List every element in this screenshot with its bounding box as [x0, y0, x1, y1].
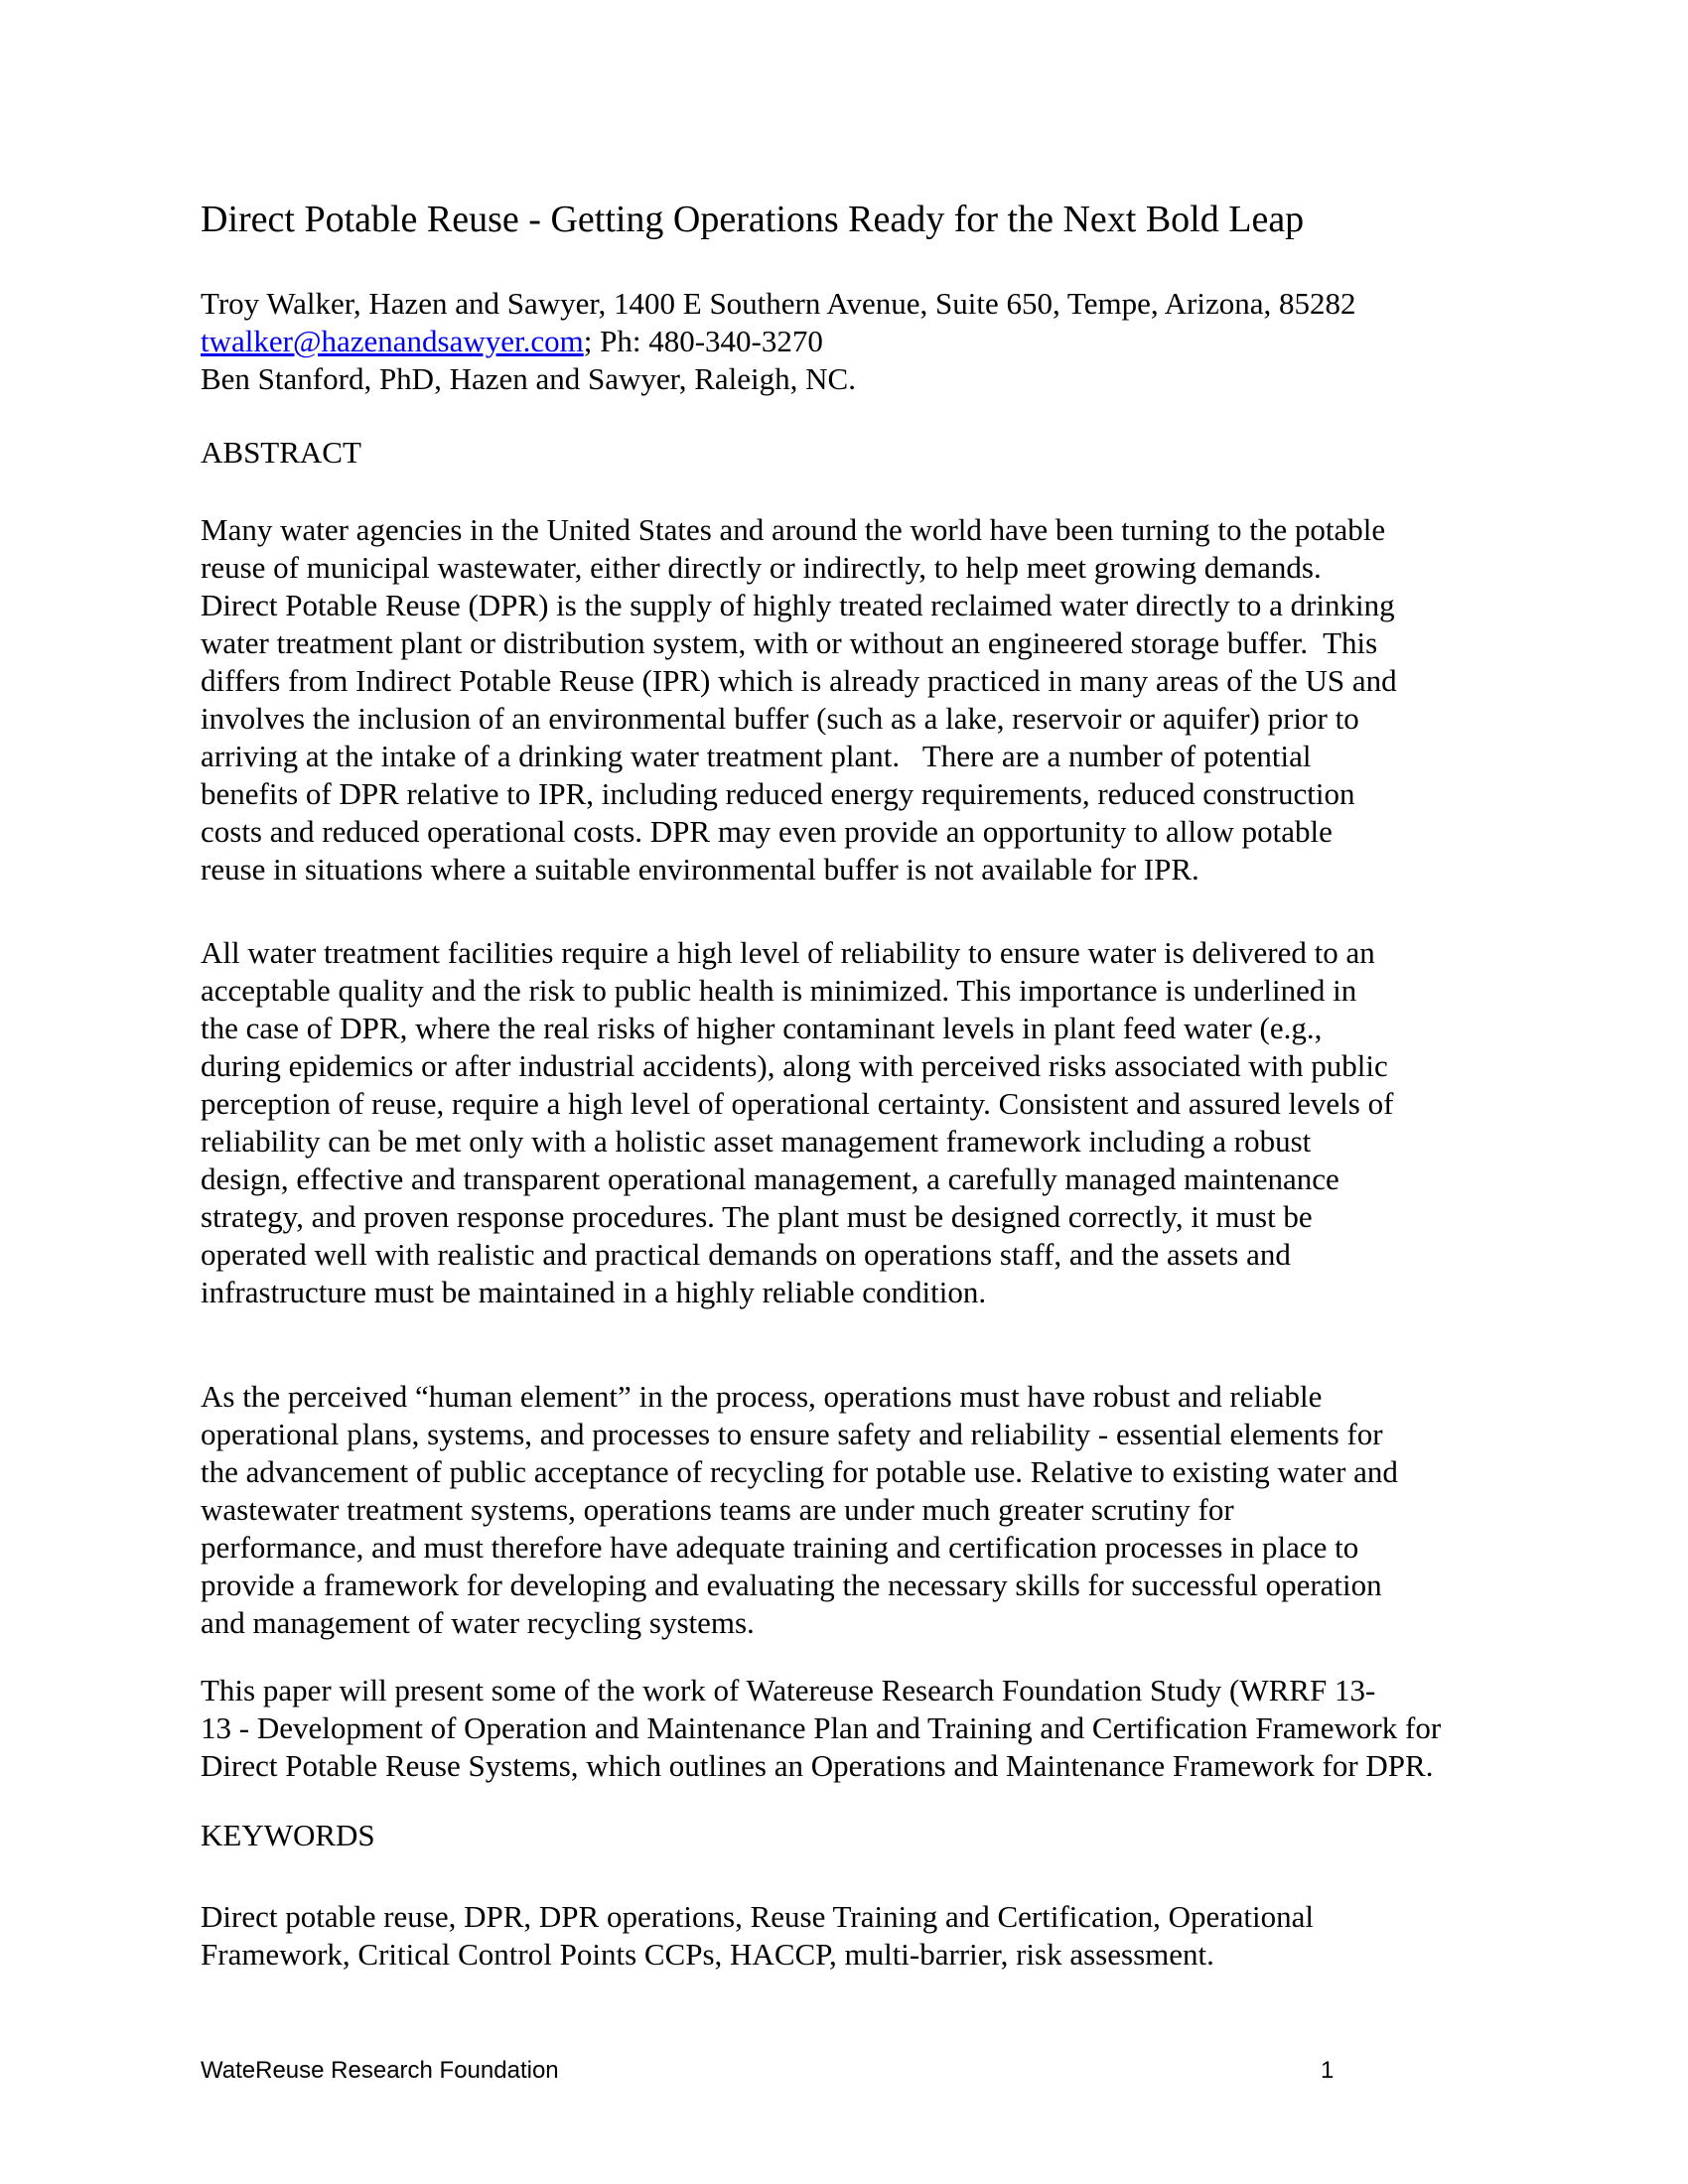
text-line: infrastructure must be maintained in a highly reliable condition. [201, 1275, 987, 1309]
author-line-1: Troy Walker, Hazen and Sawyer, 1400 E Southern Avenue, Suite 650, Tempe, Arizona, 85282 [201, 286, 1356, 321]
footer-page-number: 1 [1321, 2057, 1335, 2084]
text-line: differs from Indirect Potable Reuse (IPR) which is already practiced in many areas of the US and [201, 663, 1397, 698]
text-line: involves the inclusion of an environmental buffer (such as a lake, reservoir or aquifer) prior to [201, 701, 1359, 736]
text-line: costs and reduced operational costs. DPR may even provide an opportunity to allow potable [201, 814, 1333, 849]
text-line: acceptable quality and the risk to public health is minimized. This importance is underlined in [201, 973, 1357, 1008]
text-line: All water treatment facilities require a high level of reliability to ensure water is delivered to an [201, 935, 1375, 970]
text-line: water treatment plant or distribution system, with or without an engineered storage buffer. This [201, 625, 1378, 660]
email-link[interactable]: twalker@hazenandsawyer.com [201, 324, 584, 358]
text-line: Many water agencies in the United States and around the world have been turning to the potable [201, 512, 1386, 547]
text-line: wastewater treatment systems, operations teams are under much greater scrutiny for [201, 1492, 1234, 1527]
text-line: during epidemics or after industrial accidents), along with perceived risks associated with public [201, 1048, 1388, 1083]
author-line-3: Ben Stanford, PhD, Hazen and Sawyer, Raleigh, NC. [201, 361, 856, 396]
text-line: benefits of DPR relative to IPR, including reduced energy requirements, reduced construction [201, 776, 1355, 811]
keywords-heading: KEYWORDS [201, 1818, 375, 1852]
text-line: the advancement of public acceptance of recycling for potable use. Relative to existing water and [201, 1454, 1398, 1489]
text-line: operational plans, systems, and processes to ensure safety and reliability - essential elements for [201, 1417, 1383, 1451]
text-line: Direct Potable Reuse Systems, which outlines an Operations and Maintenance Framework for DPR. [201, 1748, 1434, 1783]
text-line: design, effective and transparent operational management, a carefully managed maintenance [201, 1161, 1339, 1196]
text-line: As the perceived “human element” in the process, operations must have robust and reliable [201, 1379, 1323, 1414]
text-line: arriving at the intake of a drinking water treatment plant. There are a number of potential [201, 739, 1312, 773]
text-line: Framework, Critical Control Points CCPs, HACCP, multi-barrier, risk assessment. [201, 1937, 1214, 1972]
text-line: reuse in situations where a suitable environmental buffer is not available for IPR. [201, 852, 1199, 887]
phone-text: ; Ph: 480-340-3270 [583, 324, 823, 358]
abstract-paragraph-2 [201, 934, 1521, 1311]
abstract-paragraph-4 [201, 1672, 1521, 1785]
abstract-heading: ABSTRACT [201, 435, 361, 470]
text-line: provide a framework for developing and evaluating the necessary skills for successful operation [201, 1568, 1382, 1602]
author-block [201, 285, 1521, 398]
text-line: strategy, and proven response procedures. The plant must be designed correctly, it must be [201, 1199, 1313, 1234]
keywords-paragraph [201, 1898, 1521, 1974]
text-line: reliability can be met only with a holistic asset management framework including a robust [201, 1124, 1312, 1159]
footer-organization: WateReuse Research Foundation [201, 2057, 559, 2084]
abstract-paragraph-1 [201, 511, 1521, 888]
text-line: Direct Potable Reuse (DPR) is the supply of highly treated reclaimed water directly to a drinking [201, 588, 1395, 622]
text-line: operated well with realistic and practical demands on operations staff, and the assets and [201, 1237, 1291, 1272]
text-line: reuse of municipal wastewater, either directly or indirectly, to help meet growing demands. [201, 550, 1322, 585]
text-line: performance, and must therefore have adequate training and certification processes in place to [201, 1530, 1359, 1565]
author-line-2 [201, 323, 1521, 360]
text-line: perception of reuse, require a high level of operational certainty. Consistent and assured levels of [201, 1086, 1394, 1121]
paper-title: Direct Potable Reuse - Getting Operations Ready for the Next Bold Leap [201, 199, 1305, 240]
text-line: This paper will present some of the work of Watereuse Research Foundation Study (WRRF 13- [201, 1673, 1376, 1707]
text-line: 13 - Development of Operation and Maintenance Plan and Training and Certification Framework for [201, 1710, 1442, 1745]
text-line: the case of DPR, where the real risks of higher contaminant levels in plant feed water (e.g., [201, 1011, 1323, 1045]
abstract-paragraph-3 [201, 1378, 1521, 1642]
text-line: and management of water recycling systems. [201, 1605, 755, 1640]
text-line: Direct potable reuse, DPR, DPR operations, Reuse Training and Certification, Operational [201, 1899, 1314, 1934]
